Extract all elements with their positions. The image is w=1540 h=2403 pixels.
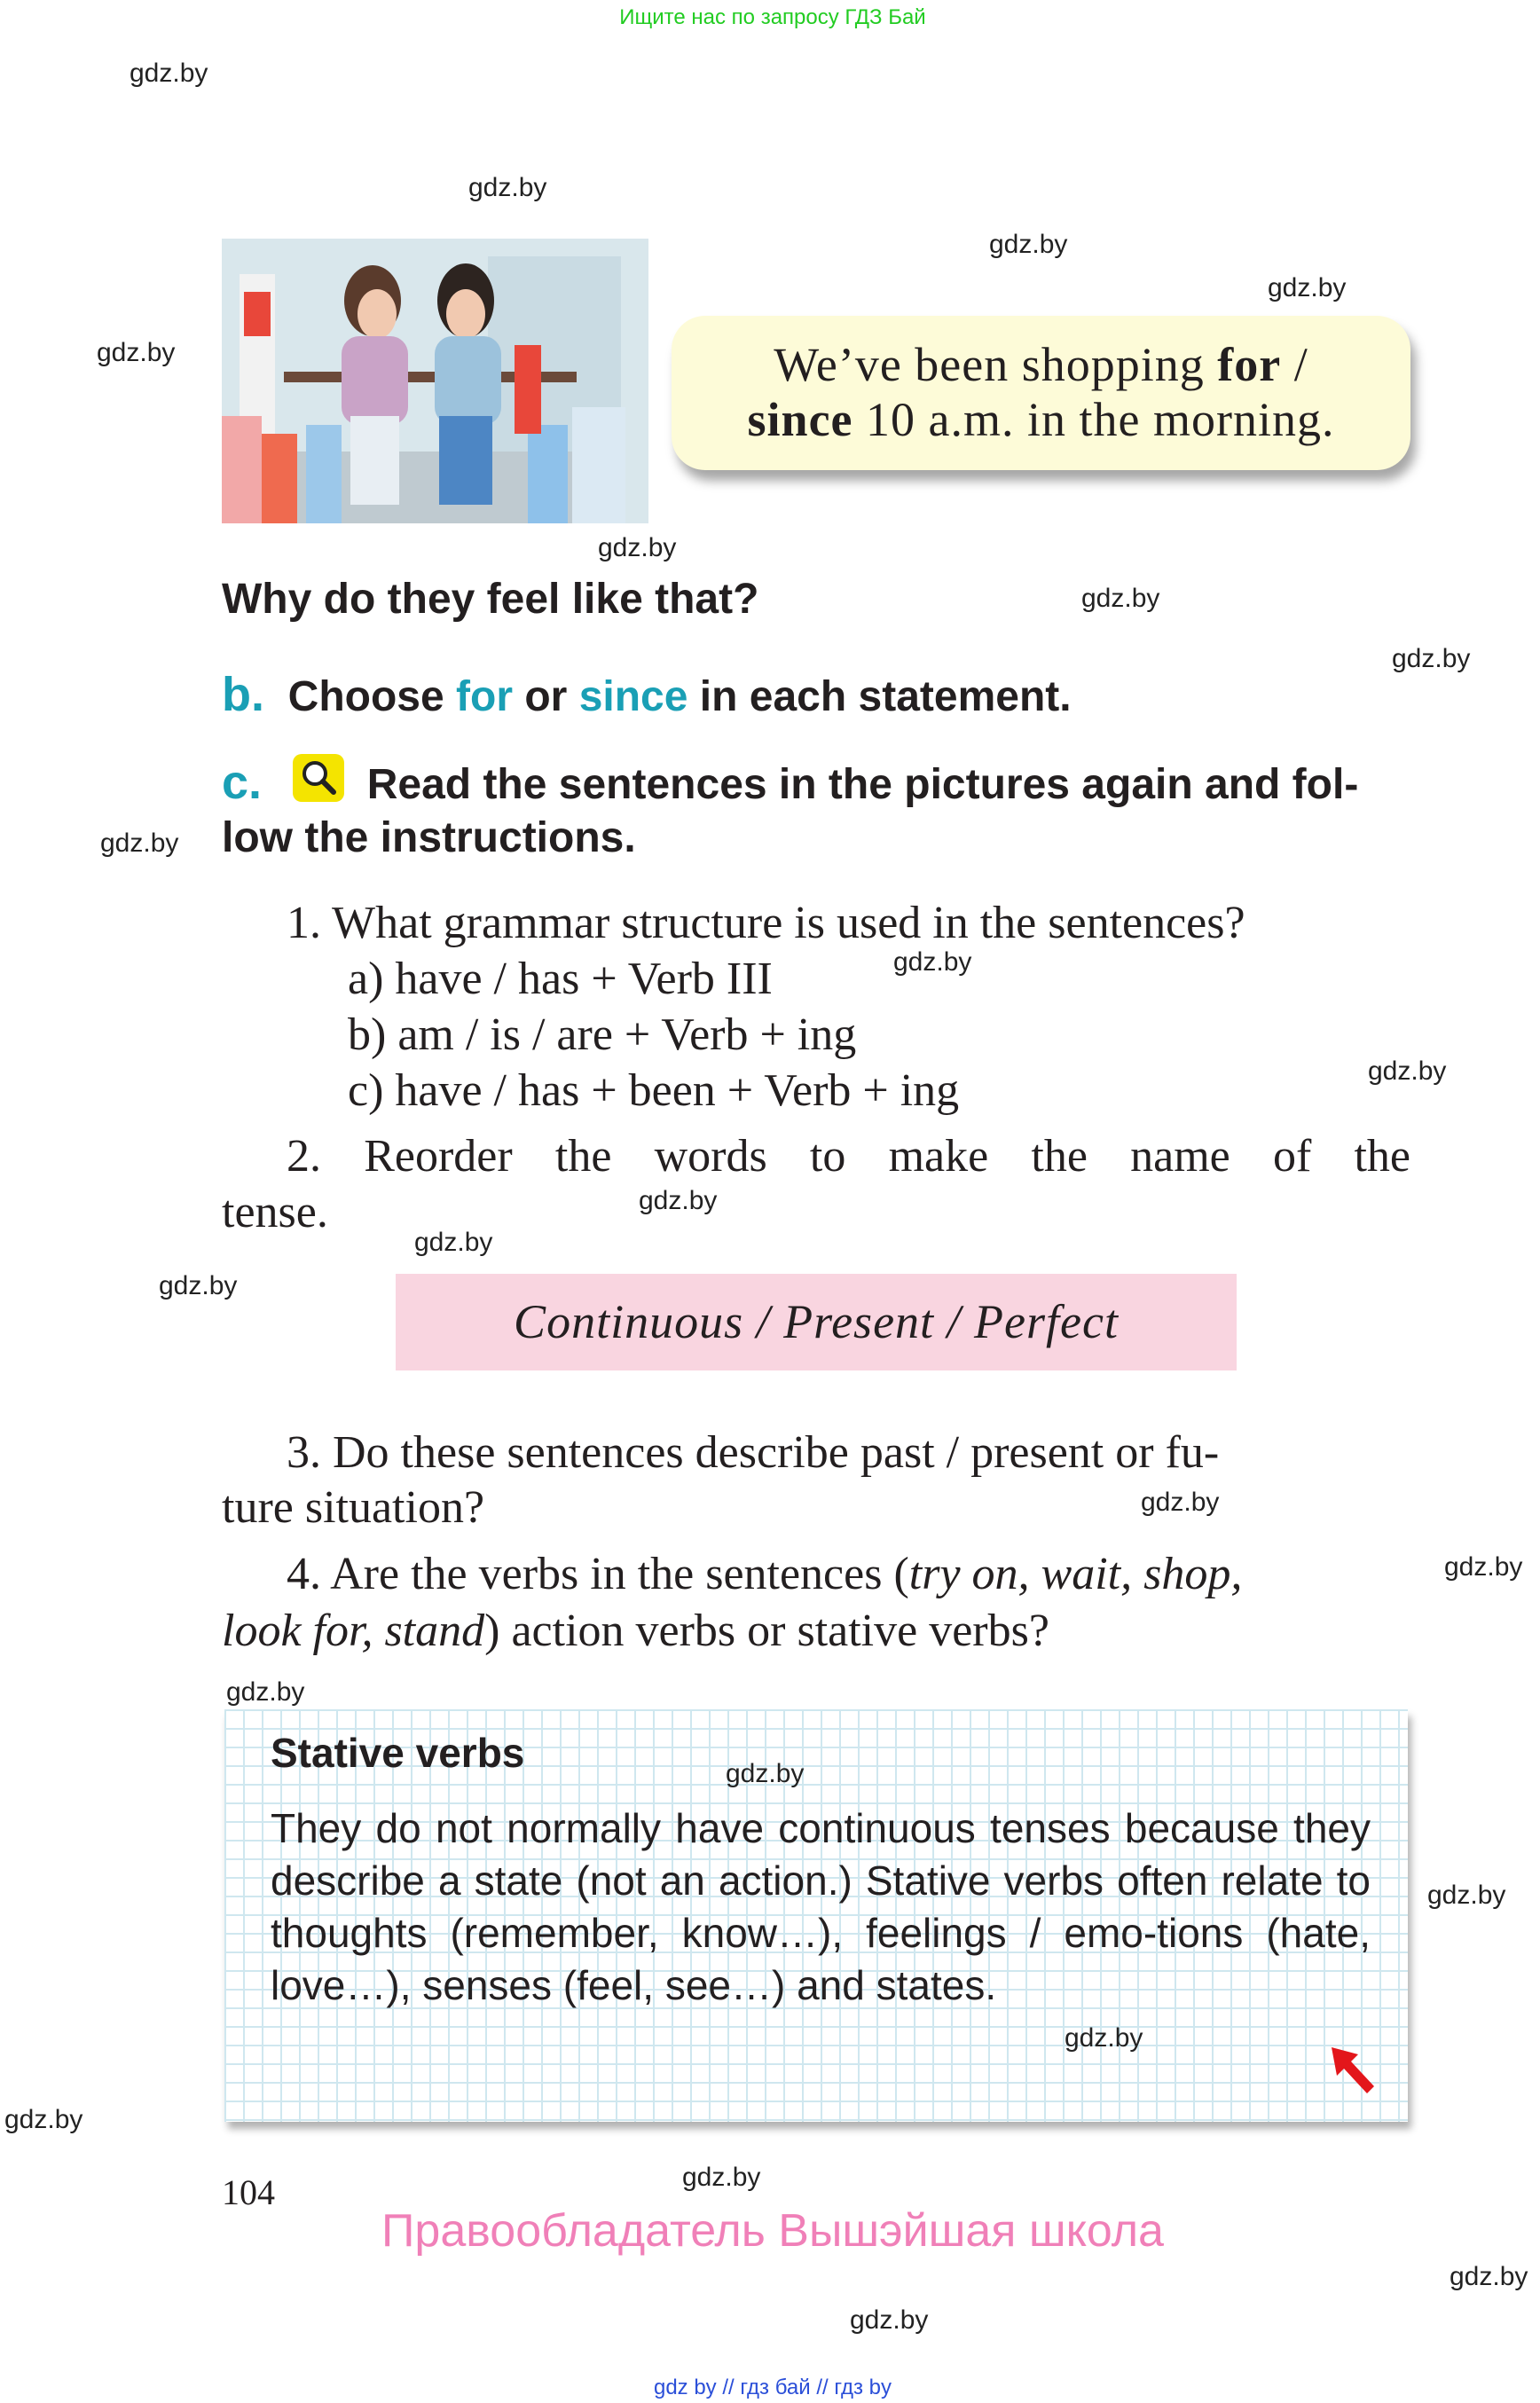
speech-bubble	[672, 316, 1410, 470]
question-4-cont	[222, 1604, 1049, 1659]
task-letter-b: b.	[222, 668, 264, 721]
photo-illustration	[222, 239, 648, 523]
option-c: c) have / has + been + Verb + ing	[348, 1065, 960, 1116]
bubble-text: /	[1281, 338, 1308, 391]
watermark: gdz.by	[726, 1759, 805, 1788]
watermark: gdz.by	[468, 173, 547, 202]
question-4-text: ) action verbs or stative verbs?	[484, 1606, 1049, 1656]
watermark: gdz.by	[1141, 1488, 1220, 1517]
verb-list: look for, stand	[222, 1606, 485, 1656]
watermark: gdz.by	[100, 828, 179, 858]
watermark: gdz.by	[1268, 273, 1347, 302]
task-c	[222, 754, 1410, 865]
keyword-for: for	[456, 673, 514, 720]
question-2-cont: tense.	[222, 1187, 328, 1237]
tense-words-box: Continuous / Present / Perfect	[396, 1274, 1237, 1370]
bubble-option-since: since	[747, 393, 853, 446]
bubble-option-for: for	[1217, 338, 1282, 391]
watermark: gdz.by	[1081, 584, 1160, 613]
question-why: Why do they feel like that?	[222, 576, 759, 623]
question-4	[287, 1547, 1242, 1602]
footer-links[interactable]: gdz by // гдз бай // гдз by	[653, 2376, 892, 2399]
task-b-text: or	[513, 673, 579, 720]
task-c-line1: Read the sentences in the pictures again and fol-	[366, 761, 1359, 808]
task-c-line2: low the instructions.	[222, 814, 636, 861]
task-b	[222, 667, 1072, 722]
top-search-note: Ищите нас по запросу ГДЗ Бай	[619, 5, 926, 29]
watermark: gdz.by	[682, 2163, 761, 2192]
bubble-text: We’ve been shopping	[774, 338, 1218, 391]
watermark: gdz.by	[850, 2305, 929, 2335]
watermark: gdz.by	[1065, 2023, 1143, 2053]
task-letter-c: c.	[222, 756, 263, 809]
copyright-holder: Правообладатель Вышэйшая школа	[381, 2205, 1164, 2257]
watermark: gdz.by	[97, 338, 176, 367]
question-3: 3. Do these sentences describe past / present or fu-	[287, 1427, 1220, 1478]
watermark: gdz.by	[893, 947, 972, 977]
stative-title: Stative verbs	[271, 1730, 525, 1776]
watermark: gdz.by	[1427, 1881, 1506, 1910]
watermark: gdz.by	[130, 59, 208, 88]
shopping-girls-photo	[222, 239, 648, 523]
red-arrow-icon	[1328, 2044, 1381, 2097]
task-b-text: Choose	[287, 673, 457, 720]
watermark: gdz.by	[989, 230, 1068, 259]
watermark: gdz.by	[1450, 2262, 1528, 2291]
stative-body: They do not normally have continuous tenses because they describe a state (not an action.) Stative verbs often relate to thoughts (remember, know…), feelings / emo-tions (hate, love…), senses (feel, see…) and states.	[271, 1805, 1371, 2008]
question-4-text: 4. Are the verbs in the sentences (	[287, 1549, 909, 1599]
magnifier-icon	[293, 754, 344, 802]
watermark: gdz.by	[159, 1271, 238, 1300]
question-3-cont: ture situation?	[222, 1482, 485, 1533]
watermark: gdz.by	[639, 1186, 718, 1215]
task-b-text: in each statement.	[688, 673, 1072, 720]
watermark: gdz.by	[226, 1677, 305, 1707]
question-1: 1. What grammar structure is used in the sentences?	[287, 898, 1245, 948]
watermark: gdz.by	[414, 1228, 493, 1257]
option-a: a) have / has + Verb III	[348, 954, 773, 1004]
option-b: b) am / is / are + Verb + ing	[348, 1009, 857, 1060]
keyword-since: since	[578, 673, 688, 720]
watermark: gdz.by	[1368, 1056, 1447, 1086]
stative-verbs-box	[224, 1709, 1408, 2122]
question-2: 2. Reorder the words to make the name of the	[287, 1131, 1410, 1182]
watermark: gdz.by	[598, 533, 677, 562]
watermark: gdz.by	[1444, 1552, 1523, 1582]
bubble-text: 10 a.m. in the morning.	[852, 393, 1335, 446]
watermark: gdz.by	[1392, 644, 1471, 673]
page-number: 104	[222, 2172, 275, 2212]
watermark: gdz.by	[4, 2105, 83, 2134]
verb-list: try on, wait, shop,	[908, 1549, 1243, 1599]
